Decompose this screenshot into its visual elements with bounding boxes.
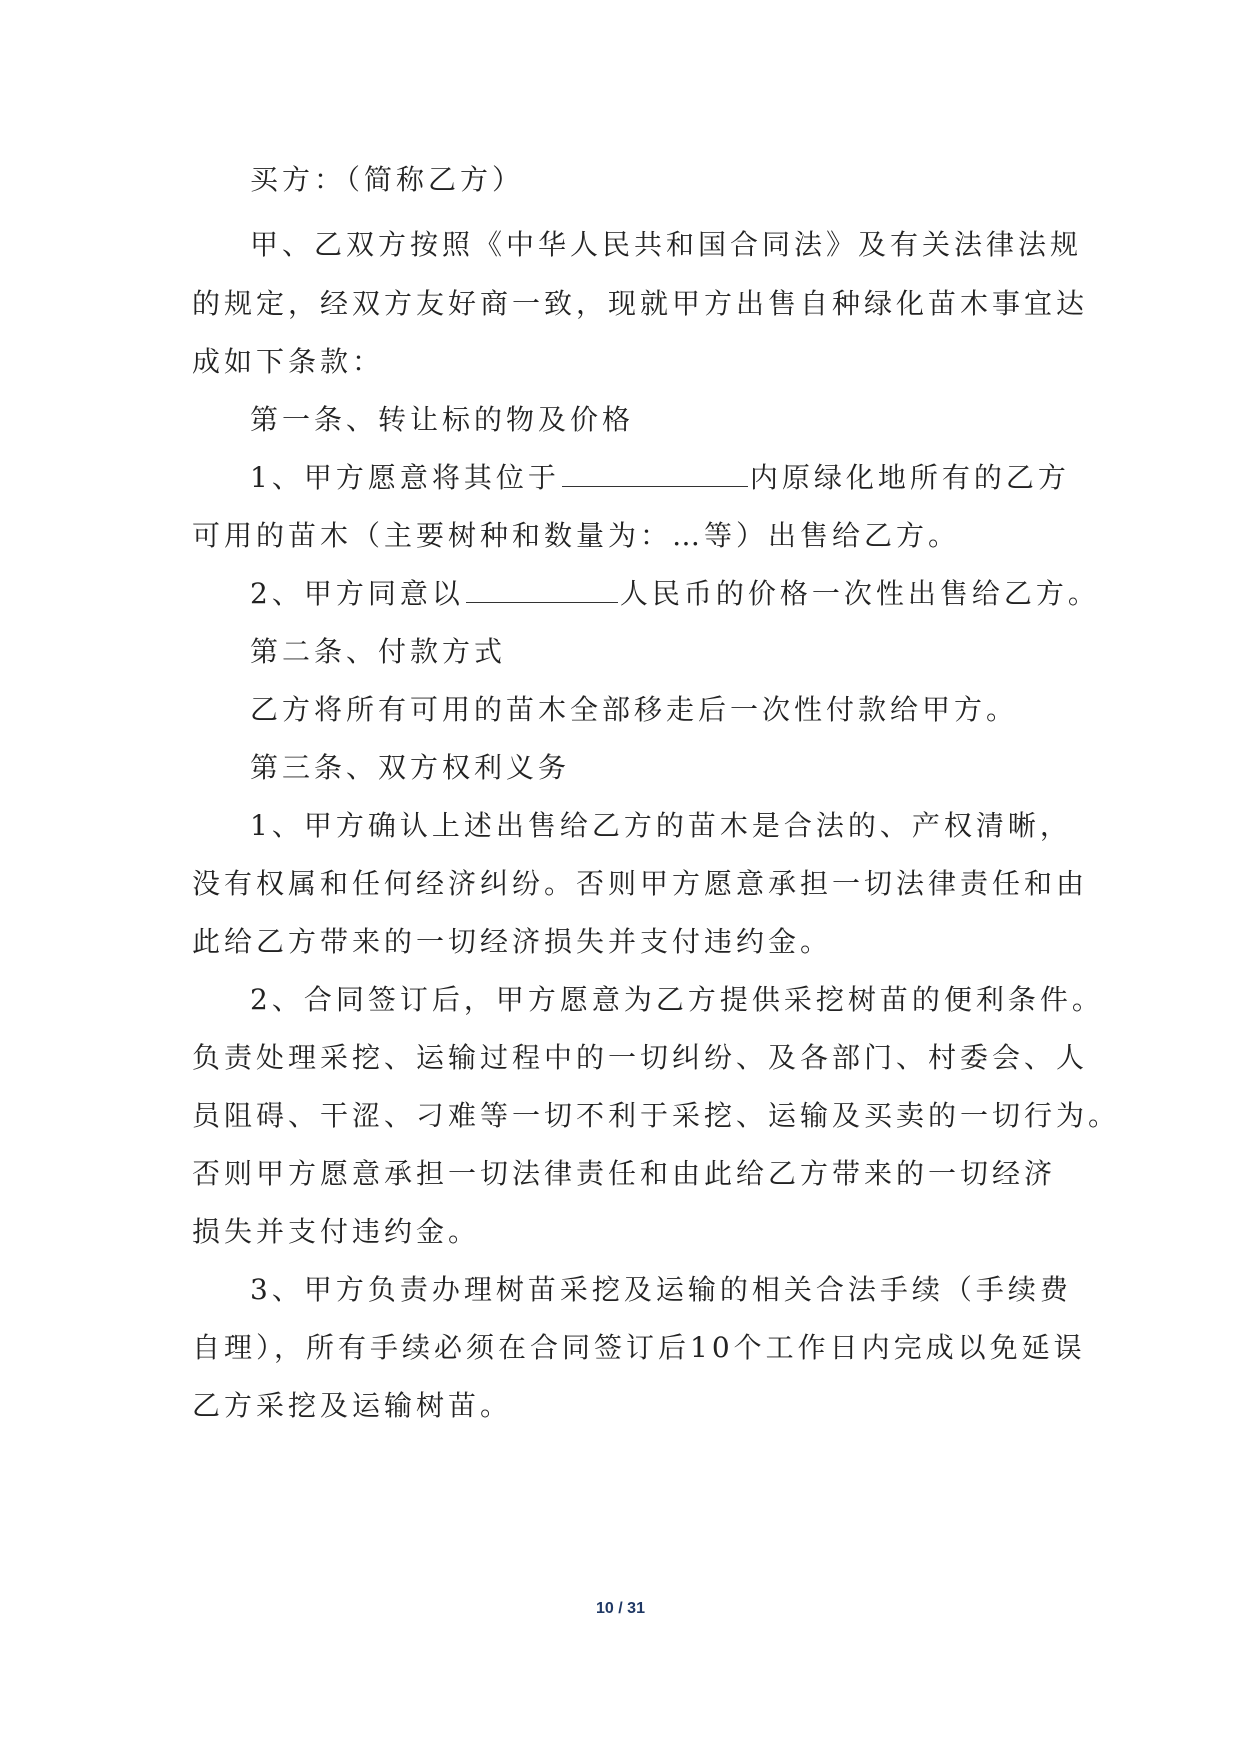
section-heading: 第二条、付款方式 [250, 635, 507, 668]
clause-line: 否则甲方愿意承担一切法律责任和由此给乙方带来的一切经济 [192, 1157, 1057, 1190]
clause-text: 内原绿化地所有的乙方 [749, 461, 1070, 494]
clause-line: 自理），所有手续必须在合同签订后10个工作日内完成以免延误 [192, 1331, 1086, 1364]
price-blank[interactable] [466, 576, 618, 603]
clause-line: 损失并支付违约金。 [192, 1215, 481, 1248]
clause-text: 1、甲方愿意将其位于 [250, 461, 560, 494]
clause-line: 2、合同签订后，甲方愿意为乙方提供采挖树苗的便利条件。 [250, 983, 1104, 1016]
section-heading: 第三条、双方权利义务 [250, 751, 571, 784]
section-heading: 第一条、转让标的物及价格 [250, 403, 635, 436]
clause-line: 此给乙方带来的一切经济损失并支付违约金。 [192, 925, 833, 958]
clause-line: 没有权属和任何经济纠纷。否则甲方愿意承担一切法律责任和由 [192, 867, 1089, 900]
buyer-line: 买方：（简称乙方） [250, 163, 525, 196]
paragraph-line: 甲、乙双方按照《中华人民共和国合同法》及有关法律法规 [250, 228, 1083, 261]
clause-line: 1、甲方确认上述出售给乙方的苗木是合法的、产权清晰， [250, 809, 1072, 842]
clause-line: 乙方将所有可用的苗木全部移走后一次性付款给甲方。 [250, 693, 1019, 726]
clause-line: 可用的苗木（主要树种和数量为：…等）出售给乙方。 [192, 519, 961, 552]
clause-text: 人民币的价格一次性出售给乙方。 [619, 577, 1100, 610]
paragraph-line: 的规定，经双方友好商一致，现就甲方出售自种绿化苗木事宜达 [192, 287, 1089, 320]
clause-line [250, 458, 1070, 498]
clause-line: 员阻碍、干涩、刁难等一切不利于采挖、运输及买卖的一切行为。 [192, 1099, 1121, 1132]
paragraph-line: 成如下条款： [192, 345, 385, 378]
location-blank[interactable] [562, 460, 748, 487]
page-number: 10 / 31 [596, 1600, 645, 1617]
clause-line: 负责处理采挖、运输过程中的一切纠纷、及各部门、村委会、人 [192, 1041, 1089, 1074]
clause-line: 3、甲方负责办理树苗采挖及运输的相关合法手续（手续费 [250, 1273, 1072, 1306]
clause-line: 乙方采挖及运输树苗。 [192, 1389, 513, 1422]
clause-line [250, 574, 1100, 614]
clause-text: 2、甲方同意以 [250, 577, 464, 610]
